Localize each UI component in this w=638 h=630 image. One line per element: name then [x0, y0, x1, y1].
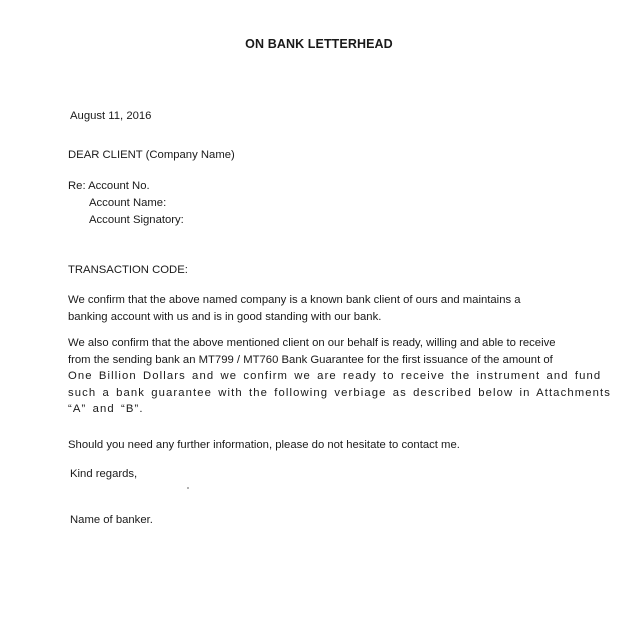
closing-note: Should you need any further information, please do not hesitate to contact me. — [68, 439, 460, 451]
account-signatory-label: Account Signatory: — [89, 214, 184, 226]
sign-off: Kind regards, — [70, 468, 138, 480]
paragraph-line: “A” and “B”. — [68, 403, 144, 415]
paragraph-guarantee — [68, 335, 611, 418]
paragraph-line: banking account with us and is in good standing with our bank. — [68, 310, 382, 323]
paragraph-line: such a bank guarantee with the following verbiage as described below in Attachments — [68, 386, 611, 399]
salutation: DEAR CLIENT (Company Name) — [68, 149, 235, 161]
signature-mark — [187, 487, 189, 489]
paragraph-line: We confirm that the above named company is a known bank client of ours and maintains a — [68, 294, 521, 306]
re-account-line: Re: Account No. — [68, 180, 150, 192]
paragraph-line: from the sending bank an MT799 / MT760 Bank Guarantee for the first issuance of the amount of — [68, 353, 553, 366]
paragraph-line: One Billion Dollars and we confirm we are ready to receive the instrument and fund — [68, 370, 602, 382]
account-name-label: Account Name: — [89, 197, 167, 209]
letter-date: August 11, 2016 — [70, 110, 152, 122]
letterhead-heading: ON BANK LETTERHEAD — [245, 37, 393, 51]
transaction-code-label: TRANSACTION CODE: — [68, 264, 188, 276]
banker-name: Name of banker. — [70, 514, 153, 526]
paragraph-confirmation — [68, 292, 568, 325]
paragraph-line: We also confirm that the above mentioned client on our behalf is ready, willing and able to receive — [68, 337, 556, 349]
